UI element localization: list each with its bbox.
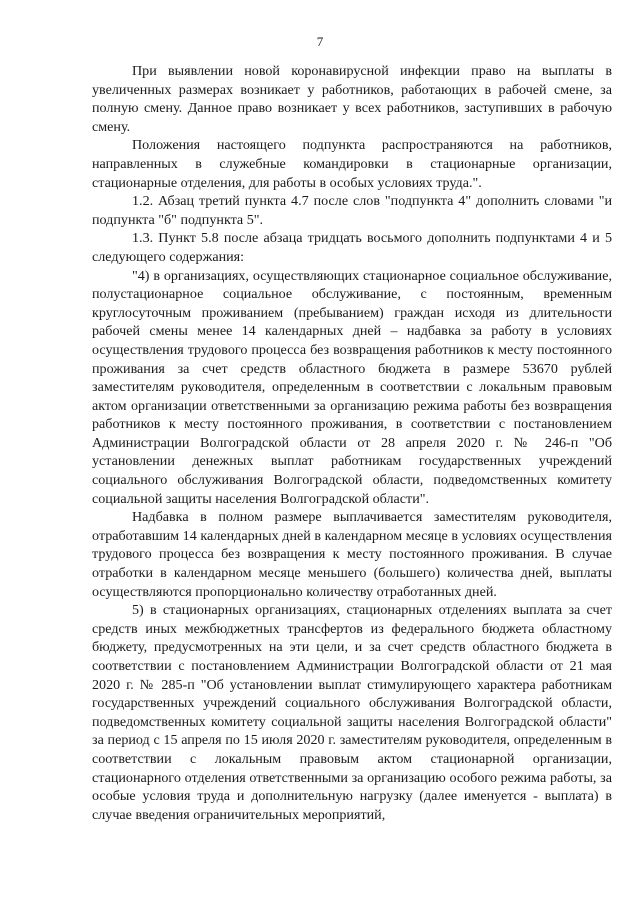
paragraph-amendment-1-3: 1.3. Пункт 5.8 после абзаца тридцать восьмого дополнить подпунктами 4 и 5 следующего содержания: [92, 230, 612, 265]
paragraph-covid-payment-right: При выявлении новой коронавирусной инфекции право на выплаты в увеличенных размерах возникает у работников, работающих в рабочей смене, за полную смену. Данное право возникает у всех работников, заступивших в рабочую смену. [92, 63, 612, 135]
paragraph-business-trip-provision: Положения настоящего подпункта распространяются на работников, направленных в служебные командировки в стационарные организации, стационарные отделения, для работы в особых условиях труда.". [92, 137, 612, 191]
document-body [92, 62, 612, 824]
paragraph-allowance-full-amount: Надбавка в полном размере выплачивается заместителям руководителя, отработавшим 14 календарных дней в календарном месяце в условиях осуществления трудового процесса без возвращения к месту постоянного проживания. В случае отработки в календарном месяце меньшего (большего) количества дней, выплаты осуществляются пропорционально количеству отработанных дней. [92, 509, 612, 600]
paragraph-amendment-1-2: 1.2. Абзац третий пункта 4.7 после слов "подпункта 4" дополнить словами "и подпункта "б" подпункта 5". [92, 193, 612, 228]
page-number: 7 [316, 34, 324, 49]
paragraph-subitem-5: 5) в стационарных организациях, стационарных отделениях выплата за счет средств иных межбюджетных трансфертов из федерального бюджета областному бюджету, предусмотренных на эти цели, и за счет средств областного бюджета в соответствии с постановлением Администрации Волгоградской области от 21 мая 2020 г. № 285-п "Об установлении выплат стимулирующего характера работникам государственных учреждений социального обслуживания Волгоградской области, подведомственных комитету социальной защиты населения Волгоградской области" за период с 15 апреля по 15 июля 2020 г. заместителям руководителя, определенным в соответствии с локальным правовым актом стационарной организации, стационарного отделения ответственными за организацию особого режима работы, за особые условия труда и дополнительную нагрузку (далее именуется - выплата) в случае введения ограничительных мероприятий, [92, 602, 612, 823]
paragraph-subitem-4: "4) в организациях, осуществляющих стационарное социальное обслуживание, полустационарное социальное обслуживание, с постоянным, временным круглосуточным проживанием (пребыванием) граждан исходя из длительности рабочей смены менее 14 календарных дней – надбавка за работу в условиях осуществления трудового процесса без возвращения работников к месту постоянного проживания за счет средств областного бюджета в размере 53670 рублей заместителям руководителя, определенным в соответствии с локальным правовым актом организации ответственными за организацию режима работы без возвращения работников к месту постоянного проживания, в соответствии с постановлением Администрации Волгоградской области от 28 апреля 2020 г. № 246-п "Об установлении денежных выплат работникам государственных учреждений социального обслуживания Волгоградской области, подведомственных комитету социальной защиты населения Волгоградской области". [92, 267, 612, 507]
